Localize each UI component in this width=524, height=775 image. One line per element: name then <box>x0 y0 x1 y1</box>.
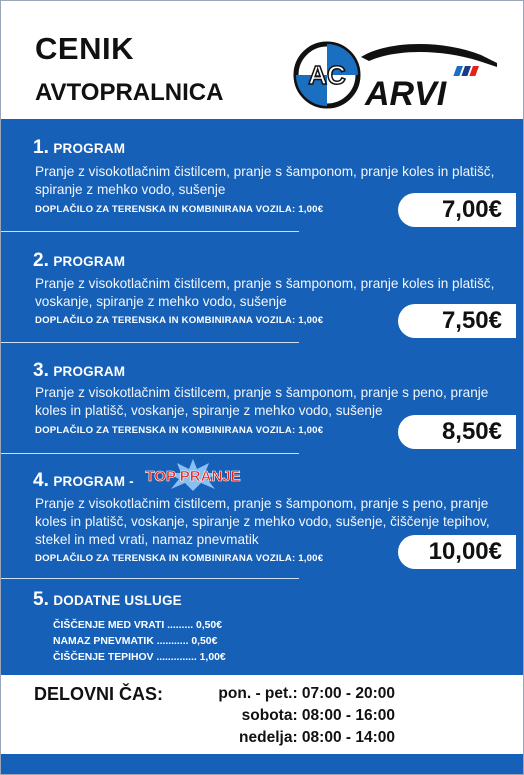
program-2-heading <box>33 250 125 272</box>
list-item: ČIŠČENJE MED VRATI ......... 0,50€ <box>53 620 222 631</box>
logo-wordmark: ARVI <box>365 75 447 113</box>
program-2-label: PROGRAM <box>53 254 126 269</box>
bottom-band <box>1 754 523 774</box>
hours-sunday: nedelja: 08:00 - 14:00 <box>239 729 395 746</box>
list-item: NAMAZ PNEVMATIK ........... 0,50€ <box>53 636 218 647</box>
hours-saturday: sobota: 08:00 - 16:00 <box>241 707 395 724</box>
program-3-heading <box>33 360 125 382</box>
divider <box>1 342 299 343</box>
program-4-description: Pranje z visokotlačnim čistilcem, pranje s šamponom, pranje s peno, pranje koles in platišč, voskanje, spiranje z mehko vodo, sušenje, čiščenje tepihov, stekel in med vrati, namaz pnevmatik <box>35 496 490 547</box>
program-4-surcharge: DOPLAČILO ZA TERENSKA IN KOMBINIRANA VOZILA: 1,00€ <box>35 553 324 564</box>
header <box>1 1 523 119</box>
program-1-number: 1. <box>33 137 49 158</box>
program-3-number: 3. <box>33 360 49 381</box>
additional-heading <box>33 589 182 611</box>
program-4-number: 4. <box>33 470 49 491</box>
additional-number: 5. <box>33 589 49 610</box>
additional-label: DODATNE USLUGE <box>53 593 182 608</box>
program-3-price: 8,50€ <box>398 415 516 449</box>
program-4-heading <box>33 470 134 492</box>
working-hours <box>1 675 523 754</box>
program-2-number: 2. <box>33 250 49 271</box>
divider <box>1 453 299 454</box>
list-item: ČIŠČENJE TEPIHOV .............. 1,00€ <box>53 652 226 663</box>
top-pranje-text: TOP PRANJE <box>145 468 241 485</box>
program-2-surcharge: DOPLAČILO ZA TERENSKA IN KOMBINIRANA VOZILA: 1,00€ <box>35 315 324 326</box>
program-4-label: PROGRAM - <box>53 474 134 489</box>
program-4-price: 10,00€ <box>398 535 516 569</box>
hours-weekdays: pon. - pet.: 07:00 - 20:00 <box>218 685 395 702</box>
divider <box>1 578 299 579</box>
divider <box>1 231 299 232</box>
program-3-surcharge: DOPLAČILO ZA TERENSKA IN KOMBINIRANA VOZILA: 1,00€ <box>35 425 324 436</box>
program-1-description: Pranje z visokotlačnim čistilcem, pranje s šamponom, pranje koles in platišč, spiranje z mehko vodo, sušenje <box>35 164 495 197</box>
additional-list <box>53 618 226 666</box>
working-hours-label: DELOVNI ČAS: <box>34 684 164 704</box>
logo-initials: AC <box>308 60 346 90</box>
program-3-description: Pranje z visokotlačnim čistilcem, pranje s šamponom, pranje s peno, pranje koles in platišč, voskanje, spiranje z mehko vodo, sušenje <box>35 385 489 418</box>
program-1-surcharge: DOPLAČILO ZA TERENSKA IN KOMBINIRANA VOZILA: 1,00€ <box>35 204 324 215</box>
program-3-label: PROGRAM <box>53 364 126 379</box>
programs-panel <box>1 119 523 675</box>
page-title: CENIK <box>35 31 134 66</box>
program-1-label: PROGRAM <box>53 141 126 156</box>
car-silhouette-icon <box>361 44 497 67</box>
program-1-heading <box>33 137 125 159</box>
top-pranje-badge <box>137 459 249 491</box>
program-2-description: Pranje z visokotlačnim čistilcem, pranje s šamponom, pranje koles in platišč, voskanje, spiranje z mehko vodo, sušenje <box>35 276 495 309</box>
program-1-price: 7,00€ <box>398 193 516 227</box>
program-2-price: 7,50€ <box>398 304 516 338</box>
arvi-logo <box>291 33 499 113</box>
page-subtitle: AVTOPRALNICA <box>35 79 224 106</box>
